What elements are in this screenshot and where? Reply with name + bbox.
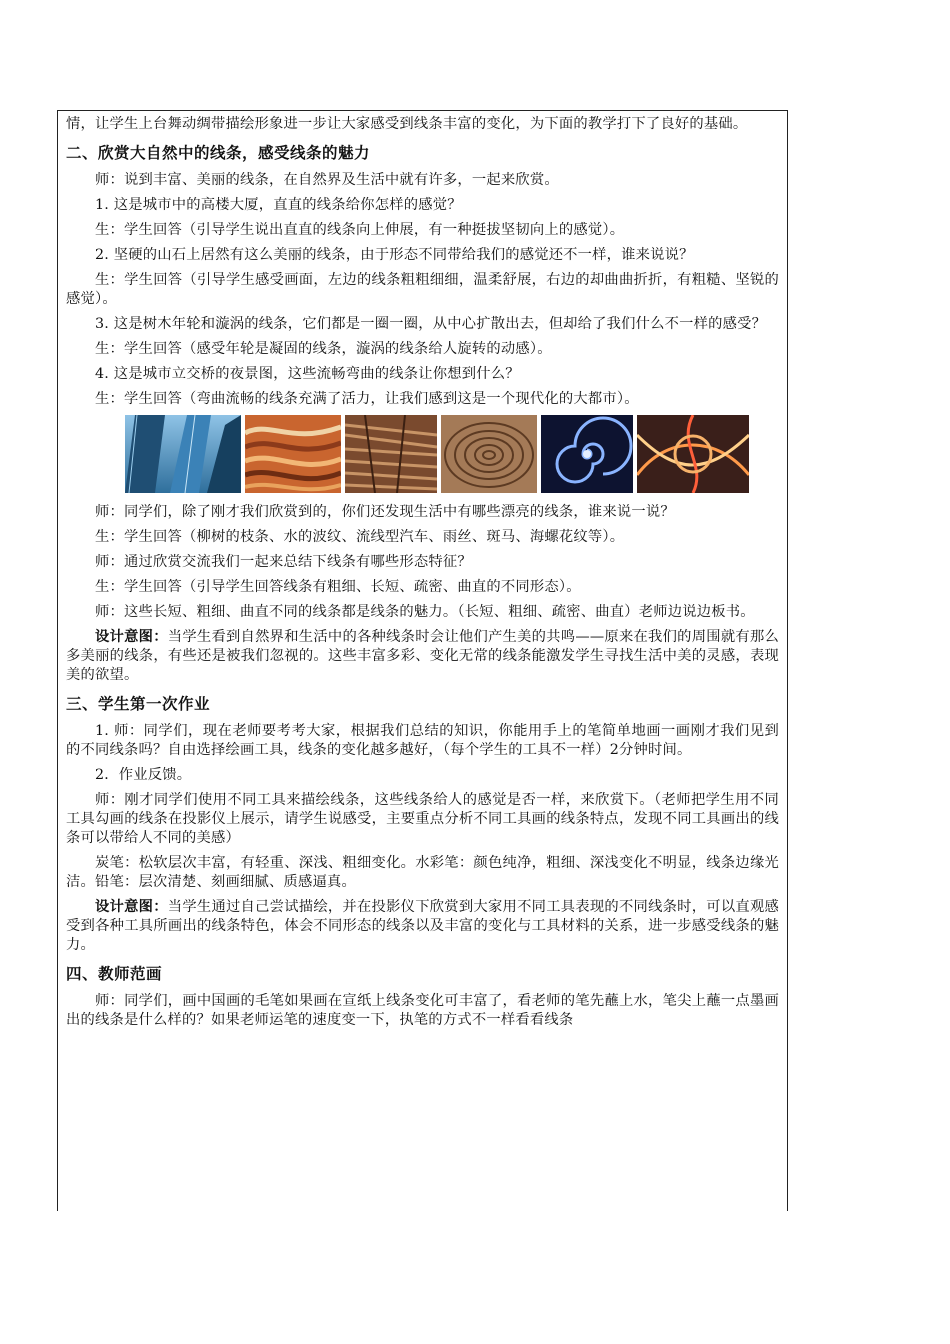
paragraph: 师：同学们，画中国画的毛笔如果画在宣纸上线条变化可丰富了，看老师的笔先蘸上水，笔尖上蘸一点墨画出的线条是什么样的？如果老师运笔的速度变一下，执笔的方式不一样看看线条 <box>66 993 779 1028</box>
skyscrapers-photo <box>125 415 241 493</box>
section-heading-2: 二、欣赏大自然中的线条，感受线条的魅力 <box>66 144 371 162</box>
wave-rock-photo <box>245 415 341 493</box>
paragraph: 师：这些长短、粗细、曲直不同的线条都是线条的魅力。（长短、粗细、疏密、曲直）老师边说边板书。 <box>95 604 755 620</box>
paragraph: 生：学生回答（引导学生感受画面，左边的线条粗粗细细，温柔舒展，右边的却曲曲折折，有粗糙、坚锐的感觉）。 <box>66 272 779 307</box>
paragraph: 炭笔：松软层次丰富，有轻重、深浅、粗细变化。水彩笔：颜色纯净，粗细、深浅变化不明显，线条边缘光洁。铅笔：层次清楚、刻画细腻、质感逼真。 <box>66 855 779 890</box>
lesson-plan-cell <box>57 110 788 1211</box>
design-intent-text: 当学生通过自己尝试描绘，并在投影仪下欣赏到大家用不同工具表现的不同线条时，可以直观感受到各种工具所画出的线条特色，体会不同形态的线条以及丰富的变化与工具材料的关系，进一步感受线条的魅力。 <box>66 899 779 953</box>
paragraph: 生：学生回答（引导学生回答线条有粗细、长短、疏密、曲直的不同形态）。 <box>95 579 581 595</box>
paragraph: 1. 这是城市中的高楼大厦，直直的线条给你怎样的感觉？ <box>95 197 462 213</box>
spiral-galaxy-photo <box>541 415 633 493</box>
tree-rings-photo <box>441 415 537 493</box>
section-heading-4: 四、教师范画 <box>66 965 163 983</box>
design-intent-text: 当学生看到自然界和生活中的各种线条时会让他们产生美的共鸣——原来在我们的周围就有那么多美丽的线条，有些还是被我们忽视的。这些丰富多彩、变化无常的线条能激发学生寻找生活中美的灵感，表现美的欲望。 <box>66 629 779 683</box>
design-intent-label: 设计意图： <box>95 899 168 915</box>
paragraph: 生：学生回答（柳树的枝条、水的波纹、流线型汽车、雨丝、斑马、海螺花纹等）。 <box>95 529 625 545</box>
layered-rock-photo <box>345 415 437 493</box>
section-heading-3: 三、学生第一次作业 <box>66 695 211 713</box>
design-intent-label: 设计意图： <box>95 629 168 645</box>
paragraph: 师：说到丰富、美丽的线条，在自然界及生活中就有许多，一起来欣赏。 <box>95 172 559 188</box>
paragraph-intro-end: 情，让学生上台舞动绸带描绘形象进一步让大家感受到线条丰富的变化，为下面的教学打下了良好的基础。 <box>66 116 748 132</box>
paragraph: 师：刚才同学们使用不同工具来描绘线条，这些线条给人的感觉是否一样，来欣赏下。（老师把学生用不同工具勾画的线条在投影仪上展示，请学生说感受，主要重点分析不同工具画的线条特点，发现不同工具画出的线条可以带给人不同的美感） <box>66 792 779 846</box>
image-strip <box>125 415 779 493</box>
design-intent-1 <box>66 628 779 685</box>
paragraph: 师：同学们，除了刚才我们欣赏到的，你们还发现生活中有哪些漂亮的线条，谁来说一说？ <box>95 504 675 520</box>
paragraph: 3. 这是树木年轮和漩涡的线条，它们都是一圈一圈，从中心扩散出去，但却给了我们什么不一样的感受？ <box>95 316 767 332</box>
paragraph: 生：学生回答（弯曲流畅的线条充满了活力，让我们感到这是一个现代化的大都市）。 <box>95 391 639 407</box>
paragraph: 2. 坚硬的山石上居然有这么美丽的线条，由于形态不同带给我们的感觉还不一样，谁来说说？ <box>95 247 694 263</box>
design-intent-2 <box>66 898 779 955</box>
paragraph: 师：通过欣赏交流我们一起来总结下线条有哪些形态特征？ <box>95 554 472 570</box>
paragraph: 1. 师：同学们，现在老师要考考大家，根据我们总结的知识，你能用手上的笔简单地画一画刚才我们见到的不同线条吗？自由选择绘画工具，线条的变化越多越好，（每个学生的工具不一样）2分钟时间。 <box>66 723 779 758</box>
paragraph: 生：学生回答（引导学生说出直直的线条向上伸展，有一种挺拔坚韧向上的感觉）。 <box>95 222 625 238</box>
interchange-night-photo <box>637 415 749 493</box>
paragraph: 2．作业反馈。 <box>95 767 192 783</box>
paragraph: 4. 这是城市立交桥的夜景图，这些流畅弯曲的线条让你想到什么？ <box>95 366 520 382</box>
paragraph: 生：学生回答（感受年轮是凝固的线条，漩涡的线条给人旋转的动感）。 <box>95 341 552 357</box>
